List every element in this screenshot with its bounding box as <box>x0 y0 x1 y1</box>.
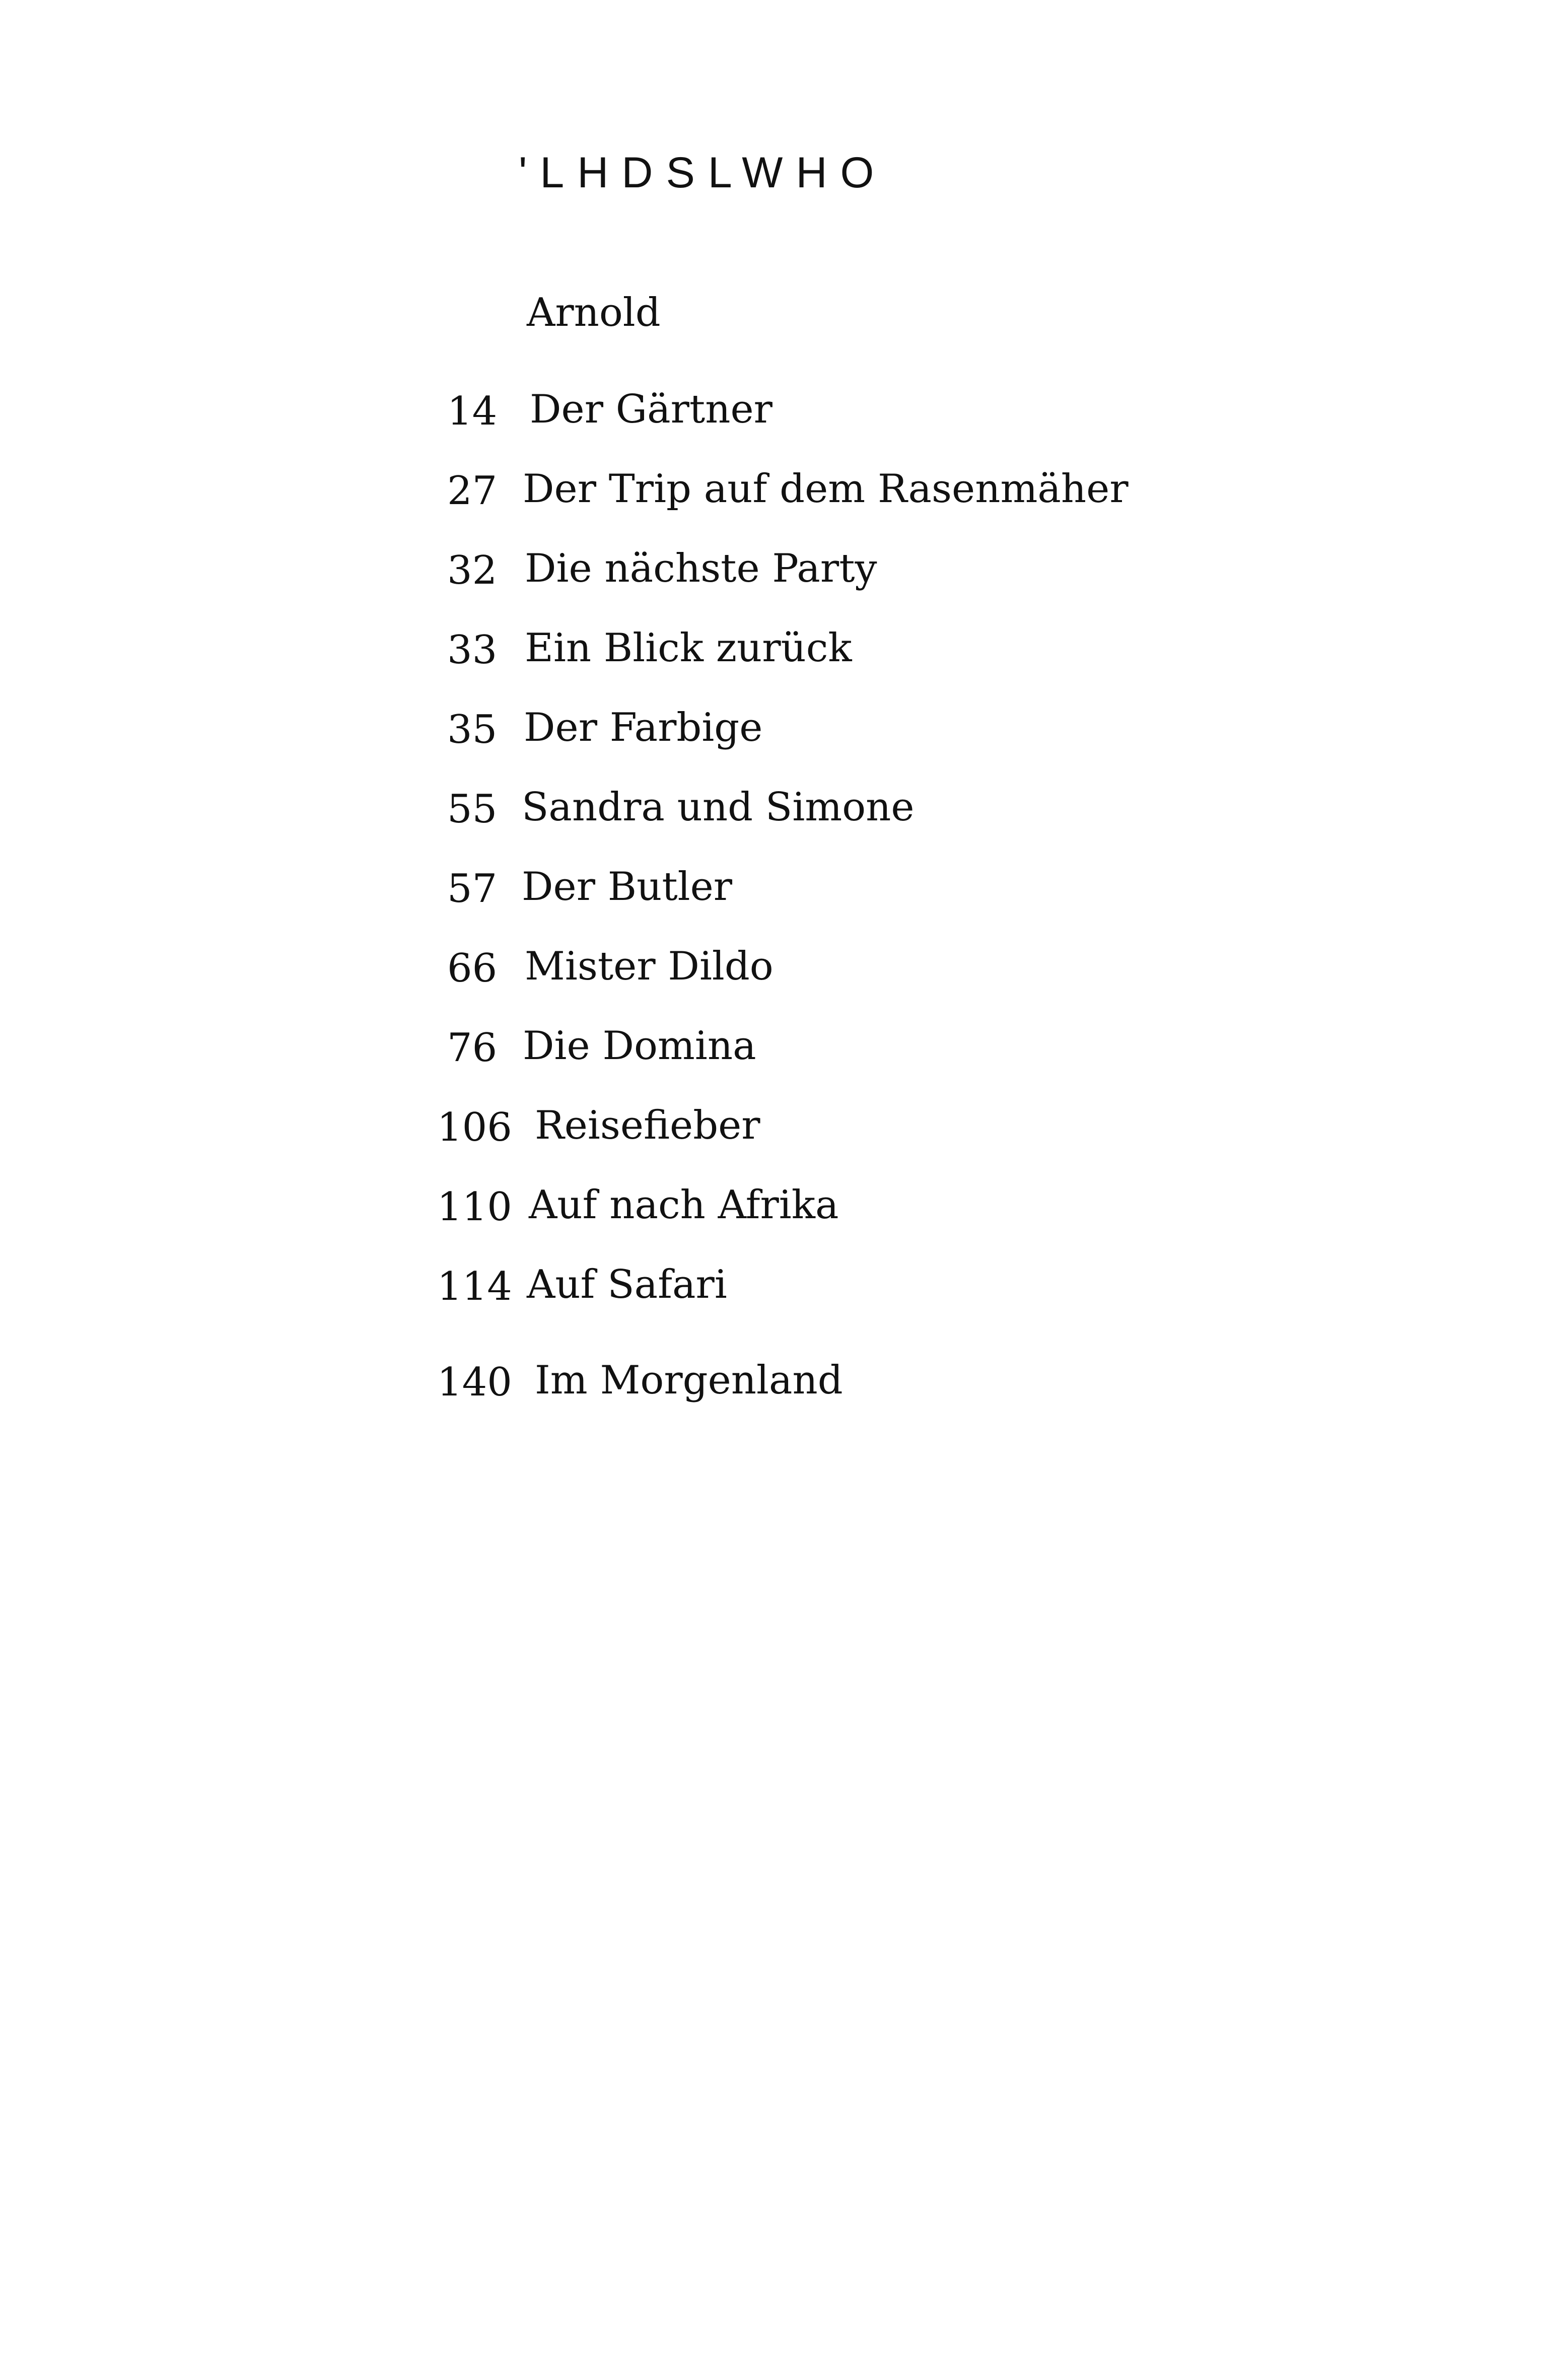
toc-page-number: 33 <box>447 627 498 673</box>
toc-intro-title: Arnold <box>527 290 661 335</box>
toc-entry-title: Im Morgenland <box>535 1358 843 1403</box>
toc-entry-title: Die nächste Party <box>525 546 877 591</box>
toc-page-number: 27 <box>447 468 498 514</box>
toc-page-number: 66 <box>447 946 498 991</box>
toc-entry-title: Reisefieber <box>535 1103 760 1148</box>
toc-entry-title: Der Butler <box>522 864 733 909</box>
toc-entry-title: Mister Dildo <box>525 944 774 989</box>
toc-page-number: 140 <box>437 1360 512 1405</box>
toc-page-number: 14 <box>447 389 498 434</box>
toc-page-number: 76 <box>447 1025 498 1071</box>
toc-page-number: 57 <box>447 866 498 912</box>
toc-page-number: 106 <box>437 1105 512 1150</box>
toc-entry-title: Der Gärtner <box>530 387 772 432</box>
toc-page-number: 110 <box>437 1184 512 1230</box>
toc-entry-title: Der Trip auf dem Rasenmäher <box>523 466 1129 512</box>
toc-entry-title: Der Farbige <box>524 705 763 750</box>
toc-entry-title: Auf Safari <box>527 1262 727 1307</box>
toc-entry-title: Die Domina <box>523 1023 756 1069</box>
toc-page-number: 114 <box>437 1264 512 1309</box>
toc-entry-title: Auf nach Afrika <box>529 1182 839 1228</box>
toc-entry-title: Ein Blick zurück <box>525 625 852 671</box>
toc-page-number: 55 <box>447 787 498 832</box>
toc-page-number: 35 <box>447 707 498 752</box>
page-heading: 'LHDSLWHO <box>519 149 887 197</box>
toc-page-number: 32 <box>447 548 498 593</box>
toc-entry-title: Sandra und Simone <box>522 785 915 830</box>
